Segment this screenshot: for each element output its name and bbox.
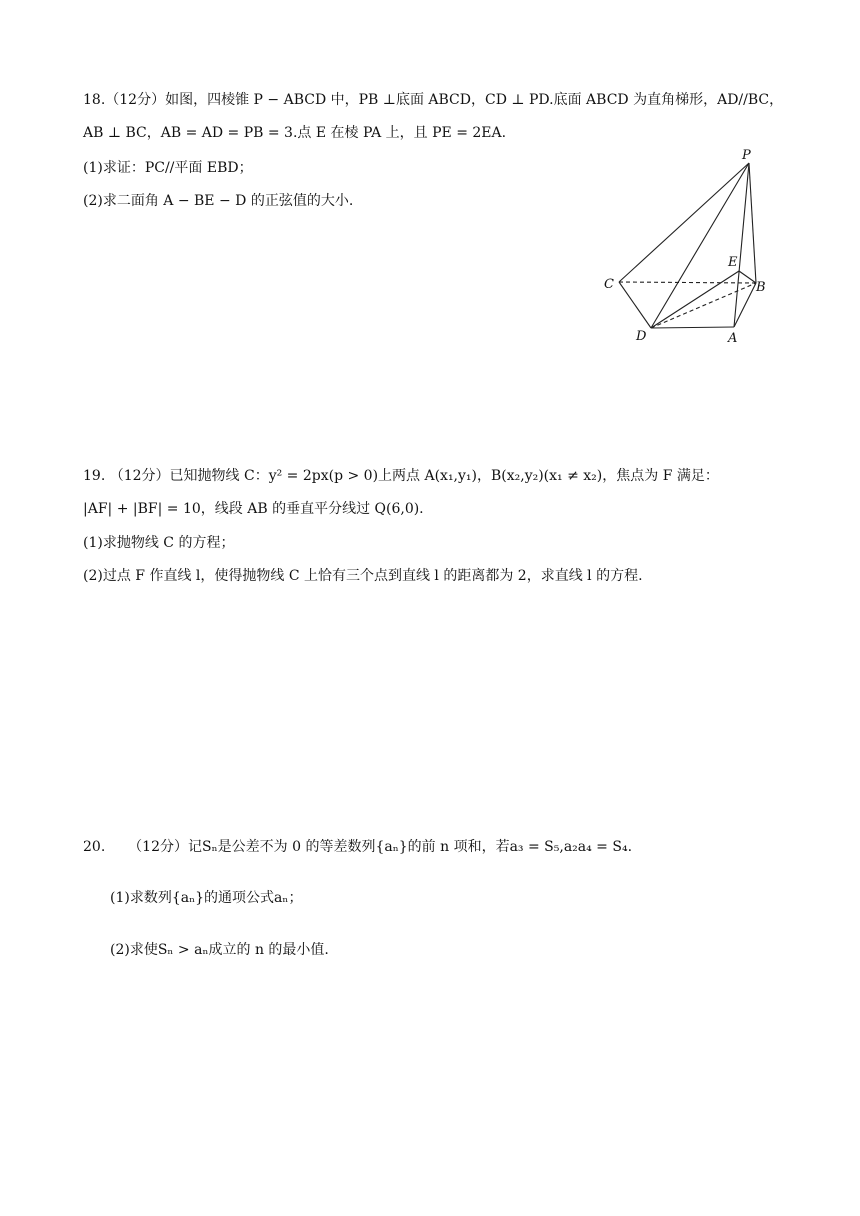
edge-CB-hidden [619, 282, 756, 283]
q20-part-1: (1)求数列{aₙ}的通项公式aₙ； [110, 890, 303, 906]
edge-PD [651, 163, 749, 328]
q20-part-2: (2)求使Sₙ > aₙ成立的 n 的最小值. [110, 942, 329, 958]
edge-DE [651, 271, 739, 328]
label-P: P [742, 148, 751, 163]
edge-DB-hidden [651, 283, 756, 328]
edge-CD [619, 282, 651, 328]
pyramid-figure [600, 143, 780, 348]
label-D: D [636, 329, 647, 344]
q18-line-1: 18.（12分）如图，四棱锥 P − ABCD 中，PB ⊥底面 ABCD，CD ⊥ PD.底面 ABCD 为直角梯形，AD//BC， [83, 92, 784, 108]
q19-line-2: |AF| + |BF| = 10，线段 AB 的垂直平分线过 Q(6,0). [83, 501, 424, 517]
q18-part-2: (2)求二面角 A − BE − D 的正弦值的大小. [83, 193, 354, 209]
edge-PB [749, 163, 756, 283]
label-A: A [728, 331, 738, 346]
q19-line-1: 19. （12分）已知抛物线 C：y² = 2px(p > 0)上两点 A(x₁,y₁)，B(x₂,y₂)(x₁ ≠ x₂)，焦点为 F 满足： [83, 468, 719, 484]
q20-header: （12分）记Sₙ是公差不为 0 的等差数列{aₙ}的前 n 项和，若a₃ = S₅,a₂a₄ = S₄. [128, 839, 633, 855]
label-C: C [604, 277, 614, 292]
q20-header-row [83, 837, 632, 857]
pyramid-diagram [600, 143, 780, 348]
edge-DA [651, 327, 734, 328]
label-B: B [756, 280, 766, 295]
q20-number: 20. [83, 839, 106, 855]
q19-part-2: (2)过点 F 作直线 l，使得抛物线 C 上恰有三个点到直线 l 的距离都为 2，求直线 l 的方程. [83, 568, 643, 584]
label-E: E [728, 255, 738, 270]
q18-part-1: (1)求证：PC//平面 EBD； [83, 160, 253, 176]
edge-EB [739, 271, 756, 283]
q19-part-1: (1)求抛物线 C 的方程； [83, 535, 235, 551]
q18-line-2: AB ⊥ BC，AB = AD = PB = 3.点 E 在棱 PA 上，且 PE = 2EA. [83, 125, 507, 141]
